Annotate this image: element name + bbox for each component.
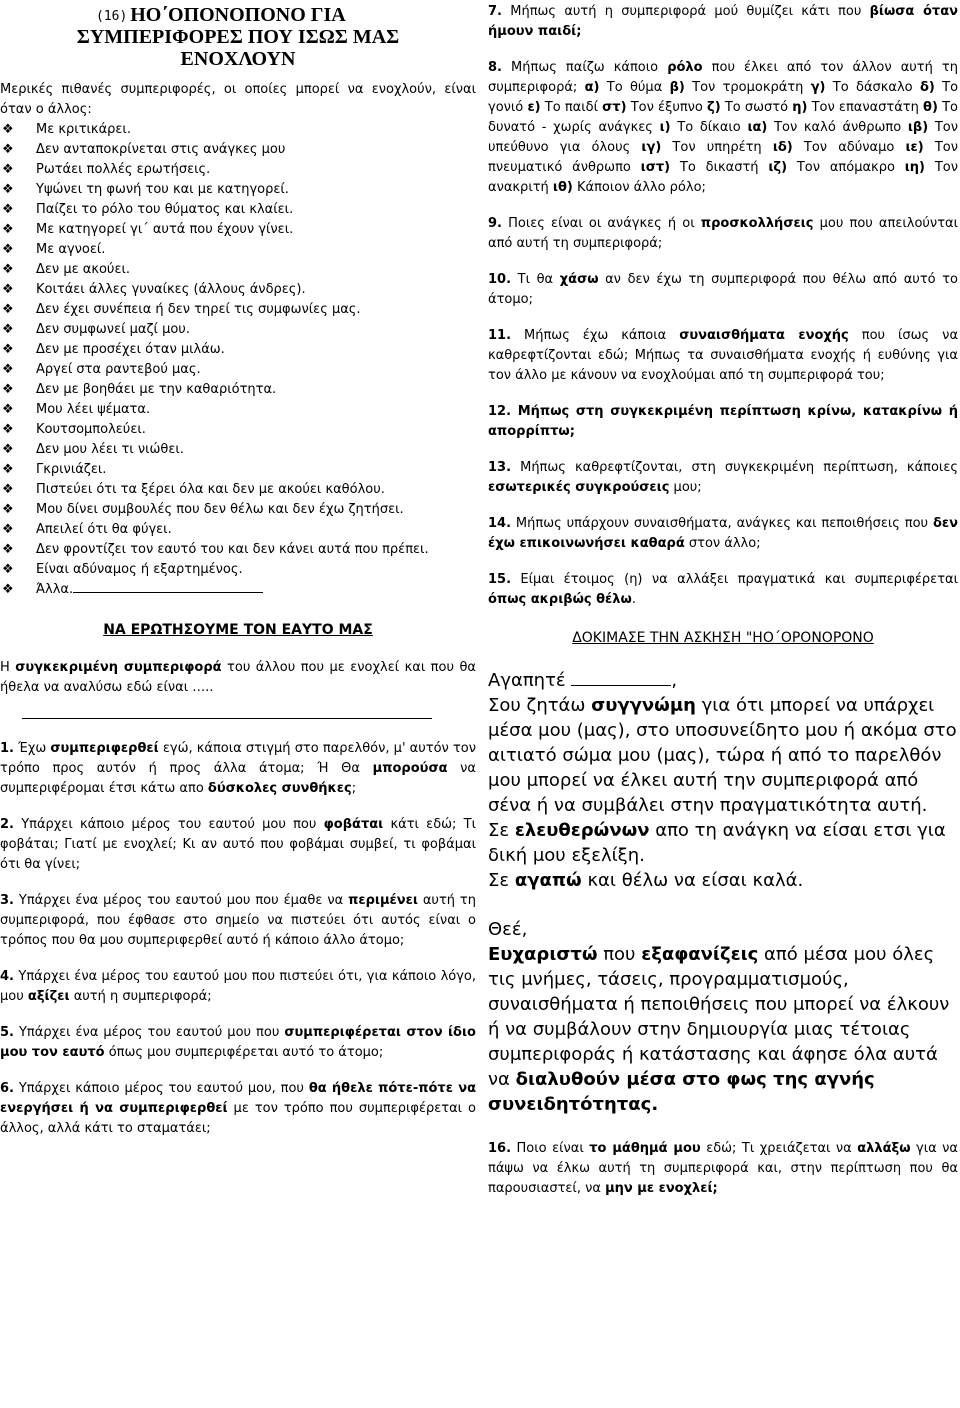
role-letter: ιστ) — [640, 160, 671, 175]
role-name: Το δίκαιο — [670, 120, 748, 135]
role-letter: η) — [792, 100, 808, 115]
role-letter: α) — [584, 80, 600, 95]
bullet-diamond-icon: ❖ — [2, 282, 14, 297]
role-name: Τον πνευματικό άνθρωπο — [488, 140, 958, 175]
role-name: Τον έξυπνο — [626, 100, 708, 115]
letter-paragraph-1: Σου ζητάω συγγνώμη για ότι μπορεί να υπάρχει μέσα μου (μας), στο υποσυνείδητο μου ή ακόμα στο αιτιατό σώμα μου (μας), τώρα ή από το παρελθόν μου μπορεί να έλκει αυτή την συμπεριφορά από σένα ή να συμβάλει στην πραγματικότητα αυτή. — [488, 695, 957, 816]
role-name: Τον απόμακρο — [787, 160, 905, 175]
question-3: 3. Υπάρχει ένα μέρος του εαυτού μου που έμαθε να περιμένει αυτή τη συμπεριφορά, που έφθασε στο σημείο να πιστεύει ότι αυτός είναι ο τρόπος που θα μου συμπεριφερθεί αυτό ή κάποιο άλλο άτομο; — [0, 893, 476, 948]
letter-paragraph-4: Ευχαριστώ που εξαφανίζεις από μέσα μου όλες τις μνήμες, τάσεις, προγραμματισμούς, συναισθήματα ή πεποιθήσεις που μπορεί να έλκουν ή να συμβάλουν στην δημιουργία μιας τέτοιας συμπεριφοράς ή κατάστασης και άφησε όλα αυτά να διαλυθούν μέσα στο φως της αγνής συνειδητότητας. — [488, 944, 950, 1115]
question-5: 5. Υπάρχει ένα μέρος του εαυτού μου που συμπεριφέρεται στον ίδιο μου τον εαυτό όπως μου συμπεριφέρεται αυτό το άτομο; — [0, 1025, 476, 1060]
question-15: 15. Είμαι έτοιμος (η) να αλλάξει πραγματικά και συμπεριφέρεται όπως ακριβώς θέλω. — [488, 572, 958, 607]
list-item: ❖ Δεν φροντίζει τον εαυτό του και δεν κάνει αυτά που πρέπει. — [0, 540, 476, 560]
bullet-diamond-icon: ❖ — [2, 502, 14, 517]
bullet-diamond-icon: ❖ — [2, 262, 14, 277]
list-item: ❖ Αργεί στα ραντεβού μας. — [0, 360, 476, 380]
question-8: 8. Μήπως παίζω κάποιο ρόλο που έλκει από τον άλλον αυτή τη συμπεριφορά; α) Το θύμα β) Τον τρομοκράτη γ) Το δάσκαλο δ) Το γονιό ε) Το παιδί στ) Τον έξυπνο ζ) Το σωστό η) Τον επαναστάτη θ) Το δυνατό - χωρίς ανάγκες ι) Το δίκαιο ια) Τον καλό άνθρωπο ιβ) Τον υπεύθυνο για όλους ιγ) Τον υπηρέτη ιδ) Τον αδύναμο ιε) Τον πνευματικό άνθρωπο ιστ) Το δικαστή ιζ) Τον απόμακρο ιη) Τον ανακριτή ιθ) Κάποιον άλλο ρόλο; — [488, 60, 959, 195]
list-item: ❖ Υψώνει τη φωνή του και με κατηγορεί. — [0, 180, 476, 200]
bullet-diamond-icon: ❖ — [2, 182, 14, 197]
answer-line — [22, 704, 432, 719]
list-item: ❖ Μου δίνει συμβουλές που δεν θέλω και δεν έχω ζητήσει. — [0, 500, 476, 520]
letter-god: Θεέ, — [488, 919, 528, 940]
list-item: ❖ Δεν συμφωνεί μαζί μου. — [0, 320, 476, 340]
bullet-diamond-icon: ❖ — [2, 382, 14, 397]
list-item: ❖ Απειλεί ότι θα φύγει. — [0, 520, 476, 540]
list-item: ❖ Κοιτάει άλλες γυναίκες (άλλους άνδρες). — [0, 280, 476, 300]
role-letter: ε) — [527, 100, 541, 115]
fill-in-blank — [73, 580, 263, 593]
role-letter: β) — [669, 80, 685, 95]
role-letter: ιε) — [905, 140, 924, 155]
list-item: ❖ Πιστεύει ότι τα ξέρει όλα και δεν με ακούει καθόλου. — [0, 480, 476, 500]
role-name: Τον τρομοκράτη — [684, 80, 811, 95]
question-9: 9. Ποιες είναι οι ανάγκες ή οι προσκολλήσεις μου που απειλούνται από αυτή τη συμπεριφορά; — [488, 216, 958, 251]
question-4: 4. Υπάρχει ένα μέρος του εαυτού μου που πιστεύει ότι, για κάποιο λόγο, μου αξίζει αυτή η συμπεριφορά; — [0, 969, 476, 1004]
list-item: ❖ Με κριτικάρει. — [0, 120, 476, 140]
list-item: ❖ Δεν με ακούει. — [0, 260, 476, 280]
list-item: ❖ Άλλα. — [0, 580, 476, 600]
bullet-diamond-icon: ❖ — [2, 462, 14, 477]
page-number: (16) — [96, 9, 128, 24]
page-title: ΗΟ΄ΟΠΟΝΟΠΟΝΟ ΓΙΑ ΣΥΜΠΕΡΙΦΟΡΕΣ ΠΟΥ ΙΣΩΣ ΜΑΣ ΕΝΟΧΛΟΥΝ — [76, 4, 400, 70]
bullet-diamond-icon: ❖ — [2, 162, 14, 177]
role-name: Το γονιό — [488, 80, 959, 115]
bullet-diamond-icon: ❖ — [2, 522, 14, 537]
question-14: 14. Μήπως υπάρχουν συναισθήματα, ανάγκες και πεποιθήσεις που δεν έχω επικοινωνήσει καθαρά στον άλλο; — [488, 516, 958, 551]
role-name: Το θύμα — [599, 80, 670, 95]
right-column — [488, 0, 958, 1199]
list-item: ❖ Δεν μου λέει τι νιώθει. — [0, 440, 476, 460]
role-name: Το δυνατό - χωρίς ανάγκες — [488, 100, 958, 135]
bullet-diamond-icon: ❖ — [2, 222, 14, 237]
question-10: 10. Τι θα χάσω αν δεν έχω τη συμπεριφορά που θέλω από αυτό το άτομο; — [488, 272, 958, 307]
role-letter: ι) — [659, 120, 671, 135]
bullet-diamond-icon: ❖ — [2, 582, 14, 597]
role-letter: γ) — [810, 80, 826, 95]
bullet-diamond-icon: ❖ — [2, 342, 14, 357]
role-name: Τον καλό άνθρωπο — [767, 120, 908, 135]
bullet-diamond-icon: ❖ — [2, 302, 14, 317]
role-letter: δ) — [919, 80, 935, 95]
letter-paragraph-2: Σε ελευθερώνων απο τη ανάγκη να είσαι ετσι για δική μου εξελίξη. — [488, 820, 946, 866]
left-column — [0, 0, 476, 1139]
question-11: 11. Μήπως έχω κάποια συναισθήματα ενοχής που ίσως να καθρεφτίζονται εδώ; Μήπως τα συναισθήματα ενοχής ή ευθύνης για τον άλλο με κάνουν να ενοχλούμαι από τη συμπεριφορά του; — [488, 328, 959, 383]
list-item: ❖ Κουτσομπολεύει. — [0, 420, 476, 440]
list-item: ❖ Μου λέει ψέματα. — [0, 400, 476, 420]
role-name: Τον υπηρέτη — [661, 140, 773, 155]
role-letter: ιη) — [904, 160, 925, 175]
bullet-diamond-icon: ❖ — [2, 142, 14, 157]
list-item: ❖ Με αγνοεί. — [0, 240, 476, 260]
behavior-list — [0, 120, 476, 600]
role-letter: στ) — [602, 100, 627, 115]
role-name: Κάποιον άλλο ρόλο; — [572, 180, 706, 195]
role-name: Τον αδύναμο — [792, 140, 906, 155]
bullet-diamond-icon: ❖ — [2, 202, 14, 217]
role-letter: ζ) — [707, 100, 721, 115]
role-name: Το δάσκαλο — [825, 80, 920, 95]
bullet-diamond-icon: ❖ — [2, 242, 14, 257]
letter-salutation: Αγαπητέ , — [488, 670, 678, 691]
role-letter: ιβ) — [907, 120, 929, 135]
list-item: ❖ Δεν με βοηθάει με την καθαριότητα. — [0, 380, 476, 400]
question-13: 13. Μήπως καθρεφτίζονται, στη συγκεκριμένη περίπτωση, κάποιες εσωτερικές συγκρούσεις μου; — [488, 460, 958, 495]
question-7: 7. Μήπως αυτή η συμπεριφορά μού θυμίζει κάτι που βίωσα όταν ήμουν παιδί; — [488, 4, 959, 39]
question-1: 1. Έχω συμπεριφερθεί εγώ, κάποια στιγμή στο παρελθόν, μ' αυτόν τον τρόπο προς αυτόν ή προς άλλα άτομα; Ή Θα μπορούσα να συμπεριφέρομαι έτσι κάτω απο δύσκολες συνθήκες; — [0, 741, 477, 796]
bullet-diamond-icon: ❖ — [2, 122, 14, 137]
role-name: Τον ανακριτή — [488, 160, 958, 195]
list-item: ❖ Με κατηγορεί γι΄ αυτά που έχουν γίνει. — [0, 220, 476, 240]
letter-paragraph-3: Σε αγαπώ και θέλω να είσαι καλά. — [488, 870, 804, 891]
list-item: ❖ Δεν έχει συνέπεια ή δεν τηρεί τις συμφωνίες μας. — [0, 300, 476, 320]
intro-text: Μερικές πιθανές συμπεριφορές, οι οποίες μπορεί να ενοχλούν, είναι όταν ο άλλος: — [0, 82, 476, 117]
role-letter: ιδ) — [772, 140, 793, 155]
role-name: Τον επαναστάτη — [807, 100, 924, 115]
bullet-diamond-icon: ❖ — [2, 422, 14, 437]
role-name: Το δικαστή — [670, 160, 769, 175]
question-2: 2. Υπάρχει κάποιο μέρος του εαυτού μου που φοβάται κάτι εδώ; Τι φοβάται; Γιατί με ενοχλεί; Κι αν αυτό που φοβάμαι συμβεί, τι φοβάμαι ότι θα γίνει; — [0, 817, 476, 872]
question-12: 12. Μήπως στη συγκεκριμένη περίπτωση κρίνω, κατακρίνω ή απορρίπτω; — [488, 404, 958, 439]
role-letter: θ) — [923, 100, 938, 115]
bullet-diamond-icon: ❖ — [2, 322, 14, 337]
bullet-diamond-icon: ❖ — [2, 362, 14, 377]
bullet-diamond-icon: ❖ — [2, 542, 14, 557]
lead-paragraph: Η συγκεκριμένη συμπεριφορά του άλλου που με ενοχλεί και που θα ήθελα να αναλύσω εδώ είναι ….. — [0, 660, 476, 695]
bullet-diamond-icon: ❖ — [2, 402, 14, 417]
question-6: 6. Υπάρχει κάποιο μέρος του εαυτού μου, που θα ήθελε πότε-πότε να ενεργήσει ή να συμπεριφερθεί με τον τρόπο που συμπεριφέρεται ο άλλος, αλλά κάτι το σταματάει; — [0, 1081, 476, 1136]
list-item: ❖ Είναι αδύναμος ή εξαρτημένος. — [0, 560, 476, 580]
bullet-diamond-icon: ❖ — [2, 562, 14, 577]
list-item: ❖ Δεν με προσέχει όταν μιλάω. — [0, 340, 476, 360]
role-name: Το σωστό — [720, 100, 793, 115]
list-item: ❖ Παίζει το ρόλο του θύματος και κλαίει. — [0, 200, 476, 220]
role-letter: ιγ) — [641, 140, 662, 155]
bullet-diamond-icon: ❖ — [2, 482, 14, 497]
letter — [488, 668, 958, 1117]
list-item: ❖ Ρωτάει πολλές ερωτήσεις. — [0, 160, 476, 180]
role-letter: ιθ) — [552, 180, 573, 195]
bullet-diamond-icon: ❖ — [2, 442, 14, 457]
role-name: Το παιδί — [540, 100, 603, 115]
question-16: 16. Ποιο είναι το μάθημά μου εδώ; Τι χρειάζεται να αλλάξω για να πάψω να έλκω αυτή τη συμπεριφορά και, στην περίπτωση που θα παρουσιαστεί, να μην με ενοχλεί; — [488, 1141, 958, 1196]
section-title: ΝΑ ΕΡΩΤΗΣΟΥΜΕ ΤΟΝ ΕΑΥΤΟ ΜΑΣ — [103, 622, 373, 638]
role-letter: ιζ) — [768, 160, 788, 175]
list-item: ❖ Δεν ανταποκρίνεται στις ανάγκες μου — [0, 140, 476, 160]
exercise-title: ΔΟΚΙΜΑΣΕ ΤΗΝ ΑΣΚΗΣΗ "ΗΟ΄ΟΡΟΝΟΡΟΝΟ — [572, 630, 874, 646]
list-item: ❖ Γκρινιάζει. — [0, 460, 476, 480]
role-name: Τον υπεύθυνο για όλους — [488, 120, 958, 155]
role-letter: ια) — [747, 120, 768, 135]
